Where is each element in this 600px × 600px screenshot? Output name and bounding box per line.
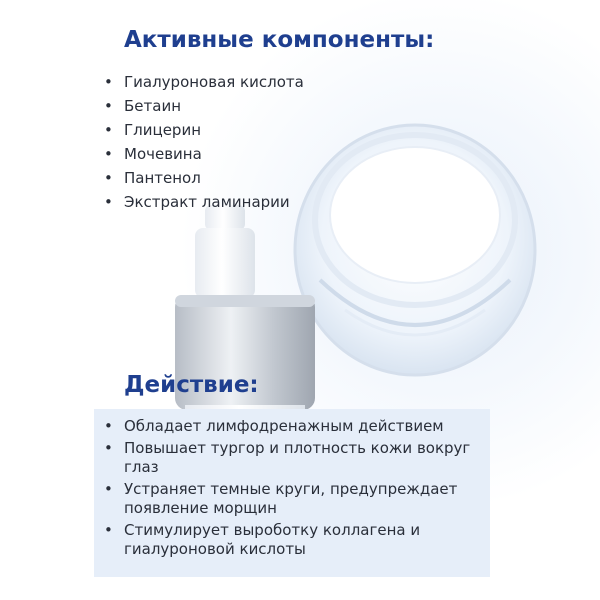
list-item-text: Стимулирует выроботку коллагена и гиалуроновой кислоты xyxy=(124,521,421,558)
list-item xyxy=(100,166,304,190)
list-item-text: Мочевина xyxy=(124,145,202,163)
bullet-icon: • xyxy=(104,439,113,457)
list-item xyxy=(100,118,304,142)
list-item xyxy=(100,439,480,477)
list-item xyxy=(100,94,304,118)
bullet-icon: • xyxy=(104,417,113,435)
list-item xyxy=(100,70,304,94)
bullet-icon: • xyxy=(104,97,113,115)
bullet-icon: • xyxy=(104,73,113,91)
action-list xyxy=(100,417,480,562)
list-item-text: Глицерин xyxy=(124,121,201,139)
list-item-text: Устраняет темные круги, предупреждает появление морщин xyxy=(124,480,458,517)
components-list xyxy=(100,70,304,214)
action-heading: Действие: xyxy=(124,372,259,398)
list-item-text: Бетаин xyxy=(124,97,182,115)
bullet-icon: • xyxy=(104,169,113,187)
bullet-icon: • xyxy=(104,121,113,139)
list-item xyxy=(100,521,480,559)
list-item xyxy=(100,417,480,436)
list-item-text: Повышает тургор и плотность кожи вокруг глаз xyxy=(124,439,471,476)
list-item-text: Экстракт ламинарии xyxy=(124,193,290,211)
list-item xyxy=(100,480,480,518)
bullet-icon: • xyxy=(104,480,113,498)
bullet-icon: • xyxy=(104,145,113,163)
list-item-text: Обладает лимфодренажным действием xyxy=(124,417,444,435)
list-item-text: Пантенол xyxy=(124,169,201,187)
bullet-icon: • xyxy=(104,193,113,211)
bullet-icon: • xyxy=(104,521,113,539)
serum-bottle-image xyxy=(150,200,330,440)
components-heading: Активные компоненты: xyxy=(124,27,435,53)
list-item xyxy=(100,142,304,166)
list-item xyxy=(100,190,304,214)
list-item-text: Гиалуроновая кислота xyxy=(124,73,304,91)
